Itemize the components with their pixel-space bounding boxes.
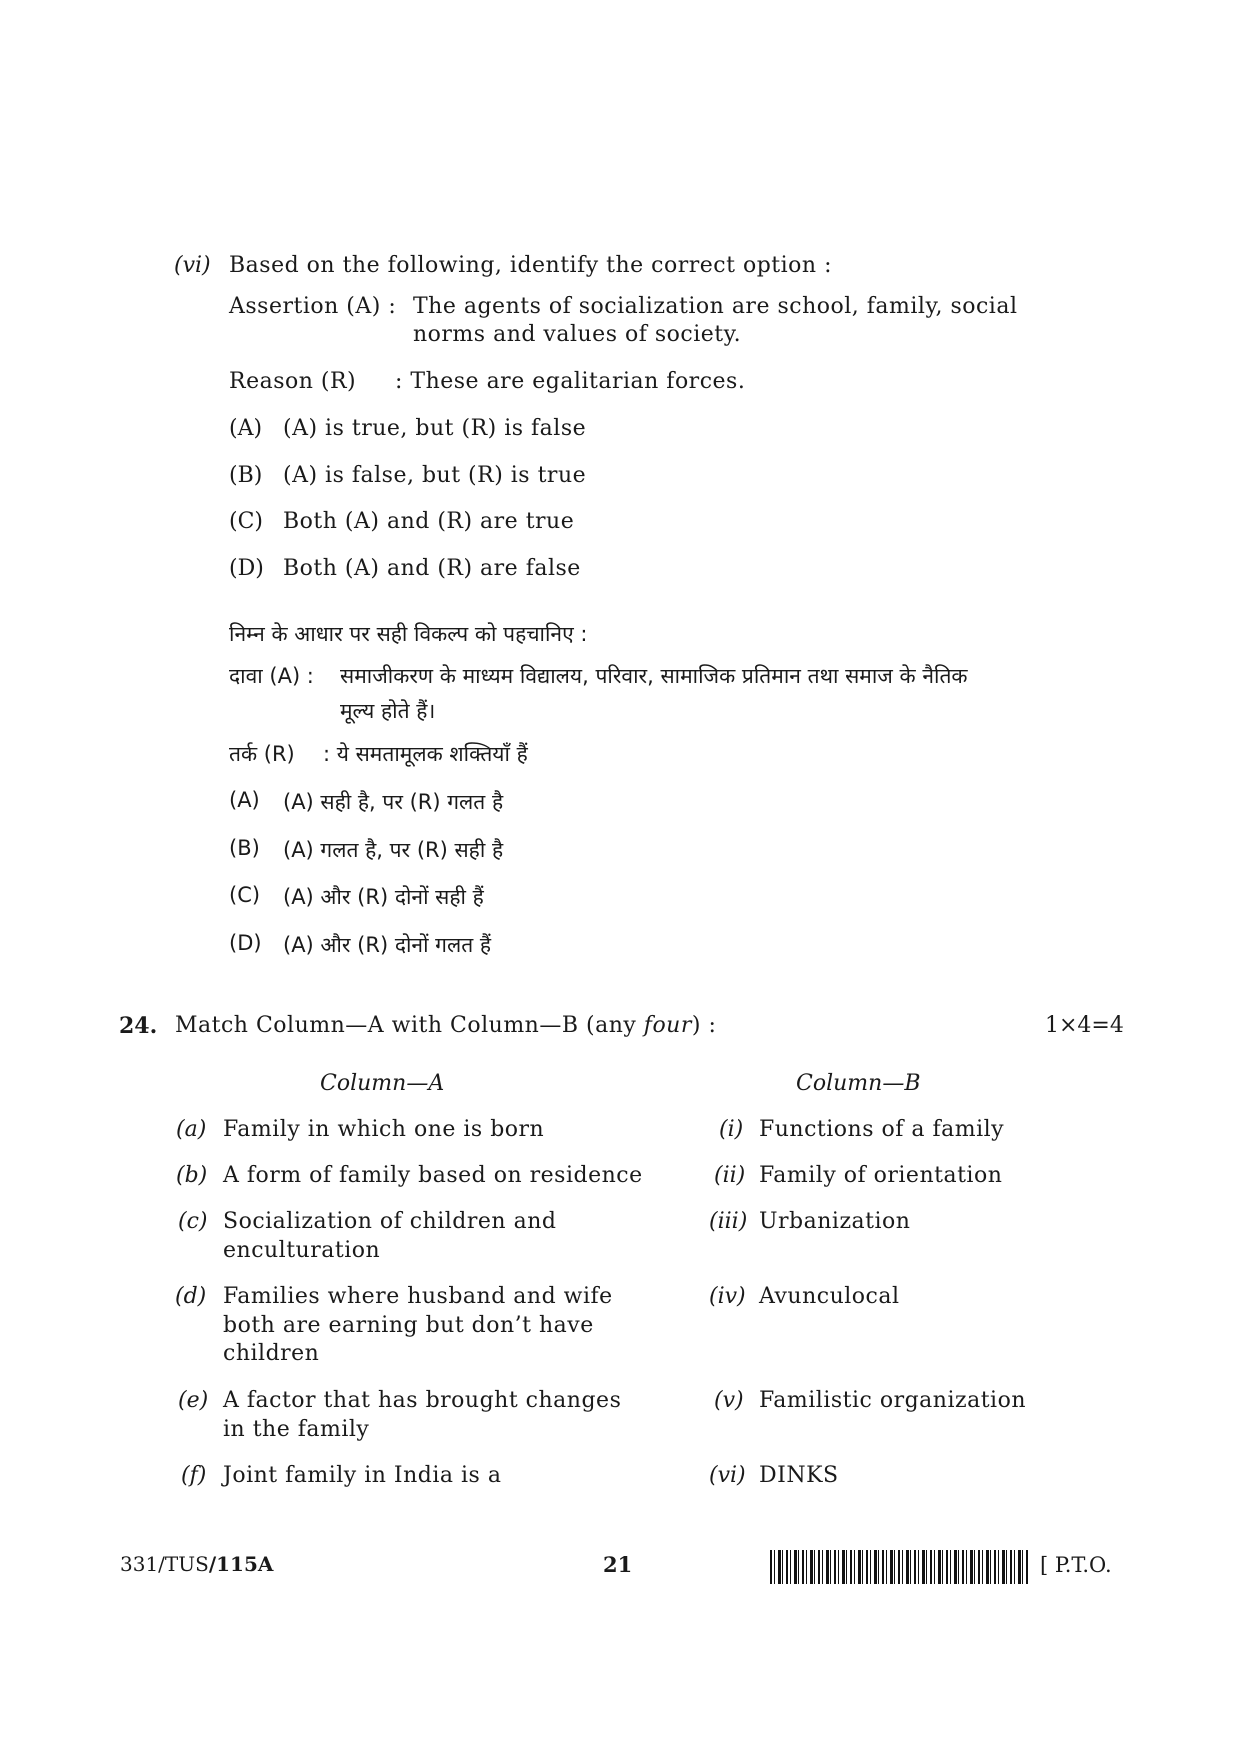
item-text: both are earning but don’t have	[223, 1313, 594, 1338]
page-number: 21	[603, 1552, 633, 1577]
option-key: (B)	[229, 463, 263, 488]
assertion-text-line1: The agents of socialization are school, family, social	[413, 294, 1018, 319]
item-key: (c)	[178, 1209, 208, 1234]
barcode	[770, 1550, 1028, 1584]
item-text: children	[223, 1341, 320, 1366]
option-text: (A) is false, but (R) is true	[283, 463, 587, 488]
pto-label: [ P.T.O.	[1040, 1553, 1112, 1577]
item-text: A form of family based on residence	[223, 1163, 643, 1188]
item-text: enculturation	[223, 1238, 381, 1263]
hindi-claim-line2: मूल्य होते हैं।	[340, 699, 436, 723]
option-text: (A) सही है, पर (R) गलत है	[283, 790, 504, 814]
option-text: (A) is true, but (R) is false	[283, 416, 587, 441]
item-key: (a)	[176, 1117, 207, 1142]
stem-part: ) :	[691, 1013, 717, 1038]
paper-code-part: 331/TUS	[120, 1552, 209, 1576]
option-text: Both (A) and (R) are false	[283, 556, 581, 581]
sub-question-number: (vi)	[174, 253, 211, 278]
assertion-label: Assertion (A) :	[229, 294, 397, 319]
paper-code	[120, 1552, 273, 1576]
option-key: (A)	[229, 788, 260, 812]
reason-label: Reason (R)	[229, 369, 357, 394]
item-text: Urbanization	[759, 1209, 911, 1234]
marks: 1×4=4	[1045, 1013, 1124, 1038]
item-key: (vi)	[709, 1463, 746, 1488]
column-b-heading: Column—B	[796, 1071, 921, 1096]
hindi-intro: निम्न के आधार पर सही विकल्प को पहचानिए :	[229, 622, 588, 646]
item-key: (iii)	[709, 1209, 748, 1234]
item-text: DINKS	[759, 1463, 839, 1488]
item-key: (b)	[176, 1163, 208, 1188]
reason-text: : These are egalitarian forces.	[395, 369, 746, 394]
option-key: (A)	[229, 416, 263, 441]
item-text: Families where husband and wife	[223, 1284, 613, 1309]
stem-part: Match Column—A with Column—B (any	[175, 1013, 644, 1038]
option-key: (D)	[229, 556, 264, 581]
stem-emphasis: four	[643, 1013, 692, 1038]
option-text: (A) गलत है, पर (R) सही है	[283, 838, 504, 862]
option-text: (A) और (R) दोनों गलत हैं	[283, 933, 492, 957]
option-key: (B)	[229, 836, 260, 860]
option-key: (C)	[229, 883, 261, 907]
question-number: 24.	[119, 1013, 158, 1039]
item-text: A factor that has brought changes	[223, 1388, 622, 1413]
item-key: (e)	[178, 1388, 209, 1413]
assertion-text-line2: norms and values of society.	[413, 322, 742, 347]
item-key: (d)	[175, 1284, 207, 1309]
item-text: Socialization of children and	[223, 1209, 557, 1234]
option-key: (C)	[229, 509, 263, 534]
item-text: Family in which one is born	[223, 1117, 545, 1142]
item-text: Joint family in India is a	[223, 1463, 502, 1488]
option-key: (D)	[229, 931, 262, 955]
item-key: (ii)	[714, 1163, 746, 1188]
item-text: Family of orientation	[759, 1163, 1003, 1188]
item-key: (i)	[719, 1117, 744, 1142]
option-text: Both (A) and (R) are true	[283, 509, 575, 534]
hindi-reason-label: तर्क (R)	[229, 742, 295, 766]
question-intro: Based on the following, identify the correct option :	[229, 253, 832, 278]
item-key: (v)	[714, 1388, 744, 1413]
item-text: Avunculocal	[759, 1284, 900, 1309]
hindi-reason-text: : ये समतामूलक शक्तियाँ हैं	[323, 742, 528, 766]
hindi-claim-label: दावा (A) :	[229, 664, 314, 688]
item-key: (iv)	[709, 1284, 746, 1309]
column-a-heading: Column—A	[320, 1071, 445, 1096]
item-text: Familistic organization	[759, 1388, 1027, 1413]
paper-code-bold: /115A	[208, 1552, 274, 1576]
item-text: in the family	[223, 1417, 370, 1442]
question-stem	[175, 1013, 716, 1038]
hindi-claim-line1: समाजीकरण के माध्यम विद्यालय, परिवार, सामाजिक प्रतिमान तथा समाज के नैतिक	[340, 664, 968, 688]
option-text: (A) और (R) दोनों सही हैं	[283, 885, 484, 909]
item-key: (f)	[181, 1463, 207, 1488]
item-text: Functions of a family	[759, 1117, 1005, 1142]
